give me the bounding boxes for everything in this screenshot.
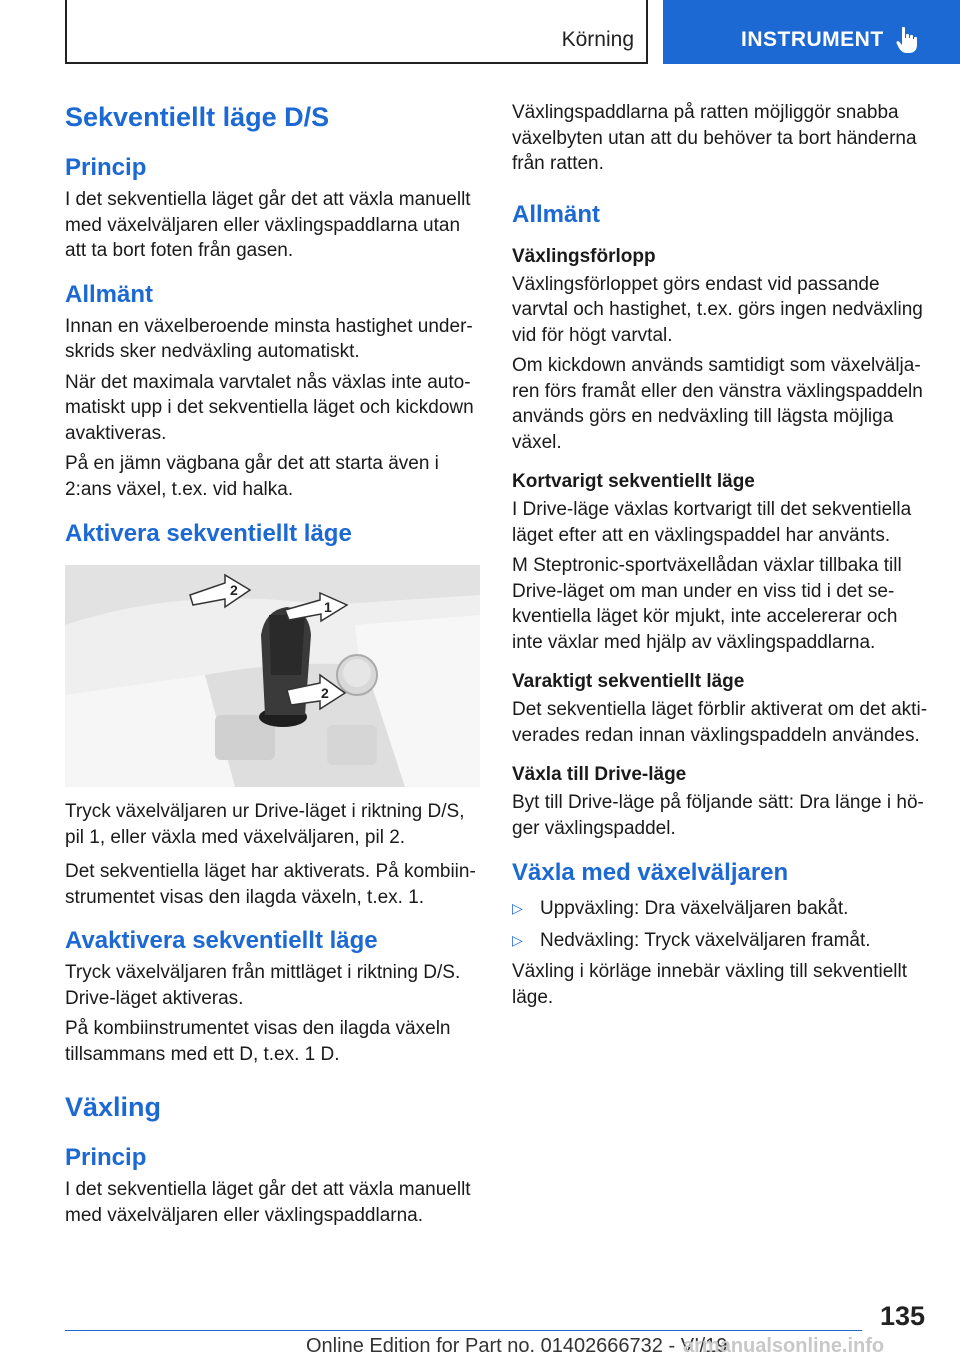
section-title: Sekventiellt läge D/S — [65, 102, 330, 132]
vaxling-title: Växling — [65, 1092, 162, 1122]
right-column — [512, 100, 927, 1010]
avaktivera-paragraph-2: På kombiinstrumentet visas den ilagda växeln tillsammans med ett D, t.ex. 1 D. — [65, 1018, 451, 1065]
allmant-paragraph-3: På en jämn vägbana går det att starta även i 2:ans växel, t.ex. vid halka. — [65, 453, 439, 500]
allmant-heading: Allmänt — [65, 280, 154, 308]
avaktivera-paragraph-1: Tryck växelväljaren från mittläget i riktning D/S. Drive-läget aktiveras. — [65, 962, 461, 1009]
list-item-text: Nedväxling: Tryck växelväljaren framåt. — [540, 929, 871, 951]
vaxla-heading: Växla med växelväljaren — [512, 859, 789, 886]
list-item — [512, 928, 927, 954]
princip-2-text: I det sekventiella läget går det att växla manuellt med växelväljaren eller växlingspaddlarna. — [65, 1179, 471, 1226]
drive-paragraph: Byt till Drive-läge på följande sätt: Dra länge i höger växlingspaddel. — [512, 792, 924, 839]
aktivera-paragraph-2: Det sekventiella läget har aktiverats. På kombiinstrumentet visas den ilagda växeln, t.ex. 1. — [65, 861, 476, 908]
varaktigt-heading: Varaktigt sekventiellt läge — [512, 671, 745, 692]
list-item — [512, 896, 927, 922]
kortvarigt-paragraph-1: I Drive-läge växlas kortvarigt till det sekventiella läget efter att en växlingspaddel har använts. — [512, 499, 912, 546]
princip-heading: Princip — [65, 154, 147, 181]
header-chapter-label: Körning — [561, 28, 634, 51]
edition-text: Online Edition for Part no. 01402666732 - VI/19 — [306, 1335, 728, 1357]
triangle-bullet-icon: ▷ — [512, 900, 523, 916]
final-paragraph: Växling i körläge innebär växling till sekventiellt läge. — [512, 961, 907, 1008]
kortvarigt-paragraph-2: M Steptronic-sportväxellådan växlar tillbaka till Drive-läget om man under en viss tid i det sekventiella läget kör mjukt, inte accelererar och inte växlar med hjälp av växlingspaddlarna. — [512, 555, 902, 653]
forlopp-heading: Växlingsförlopp — [512, 245, 656, 267]
gear-selector-illustration — [65, 565, 480, 787]
forlopp-paragraph-2: Om kickdown används samtidigt som växelväljaren förs framåt eller den vänstra växlingspaddeln används görs en nedväxling till lägsta möjliga växel. — [512, 355, 923, 453]
allmant-paragraph-2: När det maximala varvtalet nås växlas inte automatiskt upp i det sekventiella läget och kickdown avaktiveras. — [65, 371, 474, 444]
header-chapter-box — [65, 0, 648, 64]
header-section-label: INSTRUMENT — [741, 28, 884, 51]
arrow-2-top-label: 2 — [230, 582, 238, 598]
drive-heading: Växla till Drive-läge — [512, 764, 687, 785]
varaktigt-paragraph: Det sekventiella läget förblir aktiverat om det aktiverades redan innan växlingspaddeln användes. — [512, 699, 928, 746]
header-section-box — [663, 0, 960, 64]
kortvarigt-heading: Kortvarigt sekventiellt läge — [512, 471, 755, 492]
page-number: 135 — [880, 1301, 926, 1331]
forlopp-paragraph-1: Växlingsförloppet görs endast vid passande varvtal och hastighet, t.ex. görs ingen nedväxling vid för högt varvtal. — [512, 273, 923, 346]
princip-text: I det sekventiella läget går det att växla manuellt med växelväljaren eller växlingspaddlarna utan att ta bort foten från gasen. — [65, 189, 471, 261]
list-item-text: Uppväxling: Dra växelväljaren bakåt. — [540, 898, 849, 919]
aktivera-paragraph-1: Tryck växelväljaren ur Drive-läget i riktning D/S, pil 1, eller växla med växelväljaren, pil 2. — [65, 801, 465, 848]
arrow-2-bottom-label: 2 — [321, 685, 329, 701]
bullet-list — [512, 896, 927, 953]
princip-2-heading: Princip — [65, 1144, 147, 1171]
allmant-paragraph-1: Innan en växelberoende minsta hastighet underskrids sker nedväxling automatiskt. — [65, 315, 473, 362]
aktivera-heading: Aktivera sekventiellt läge — [65, 520, 352, 547]
left-column — [65, 100, 478, 1228]
arrow-1-label: 1 — [324, 599, 332, 615]
paddles-intro: Växlingspaddlarna på ratten möjliggör snabba växelbyten utan att du behöver ta bort händerna från ratten. — [512, 102, 917, 174]
hand-pointer-icon — [896, 26, 920, 54]
footer-divider — [65, 1330, 862, 1331]
triangle-bullet-icon: ▷ — [512, 931, 523, 948]
allmant-2-heading: Allmänt — [512, 200, 601, 228]
avaktivera-heading: Avaktivera sekventiellt läge — [65, 927, 378, 954]
watermark: armanualsonline.info — [683, 1335, 885, 1357]
